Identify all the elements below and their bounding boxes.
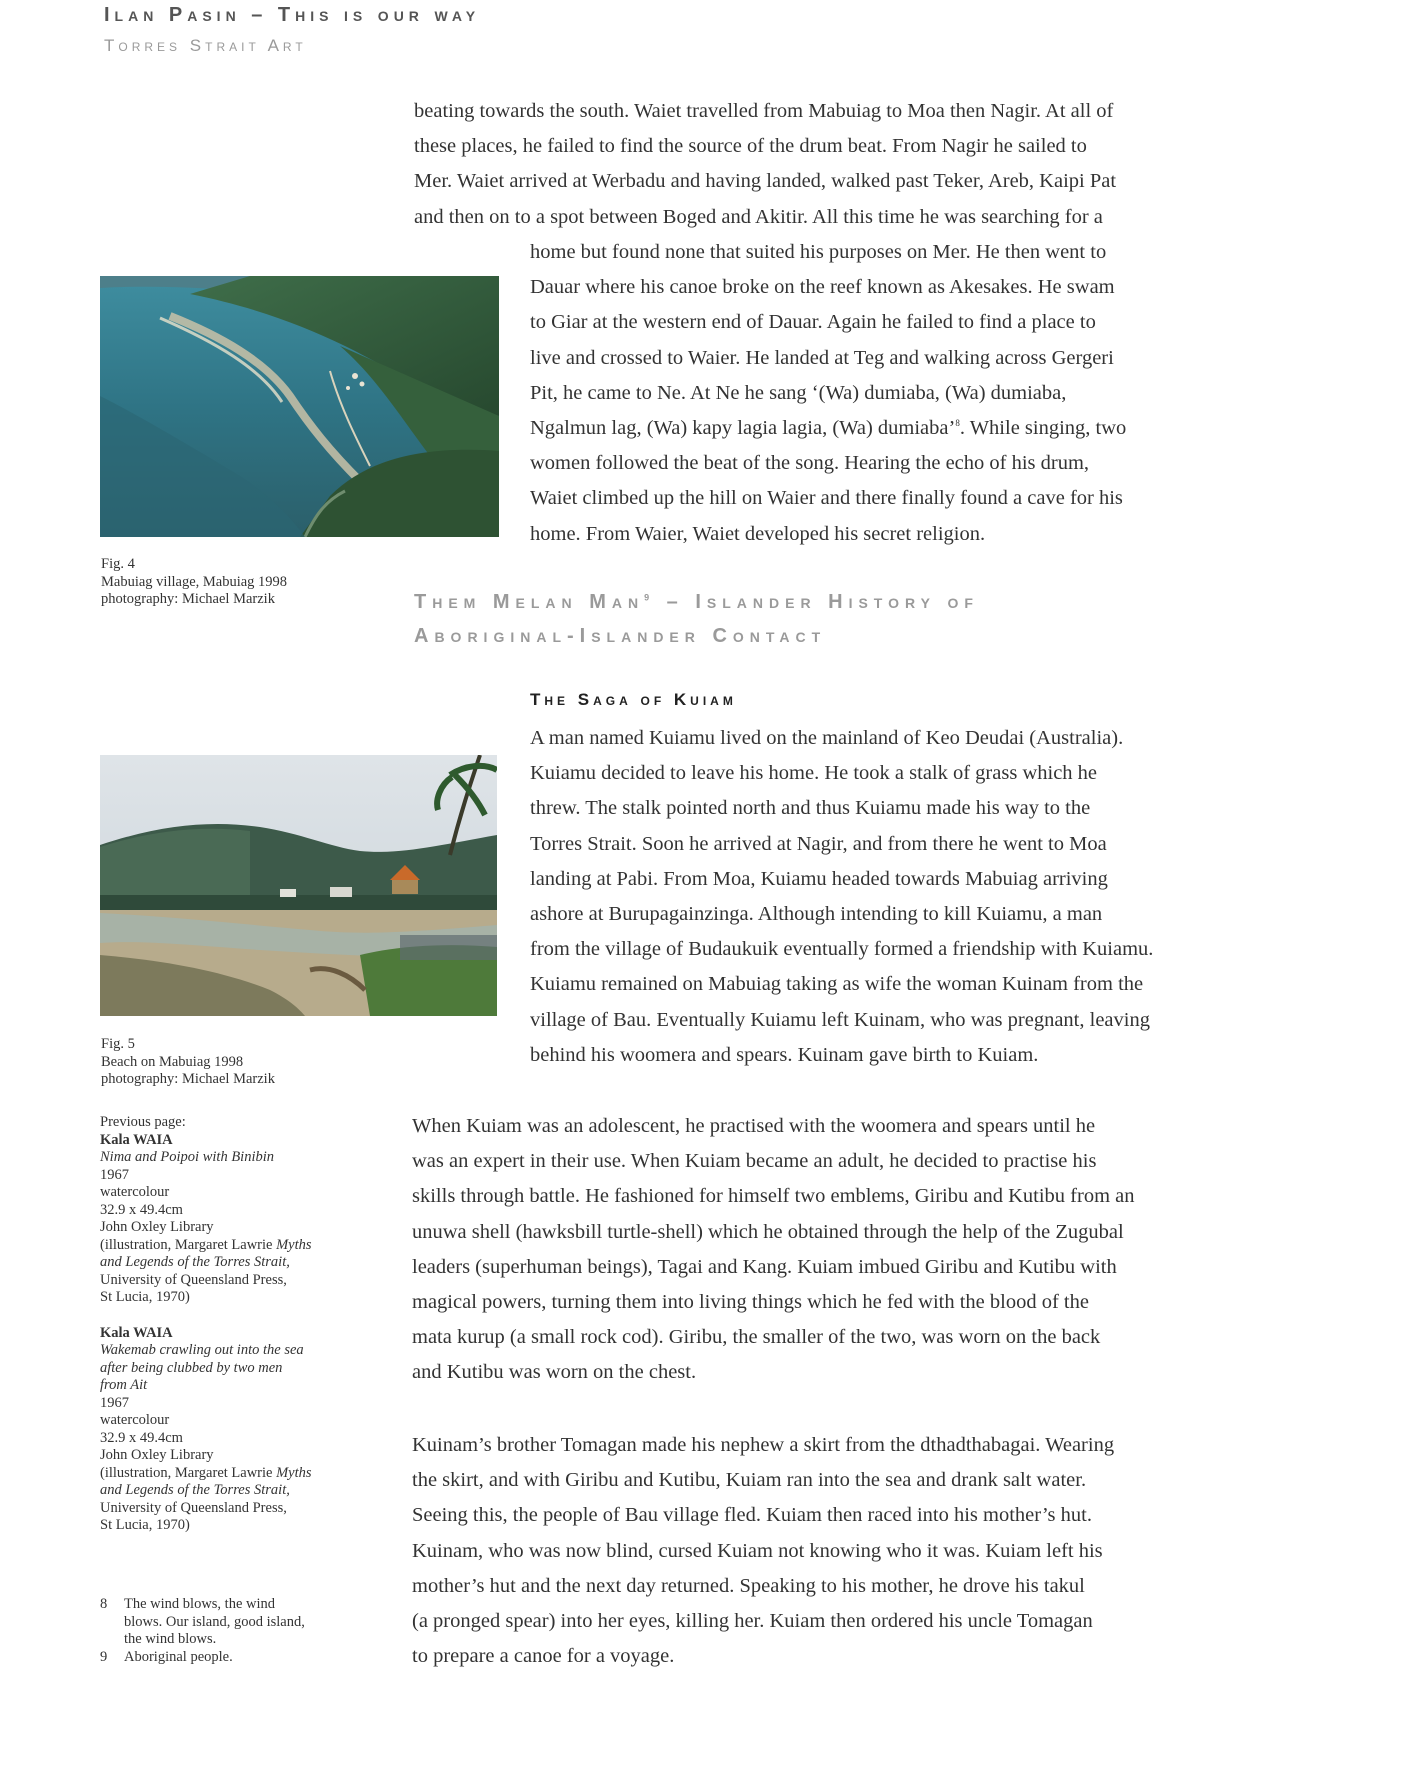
- fig5-title: Beach on Mabuiag 1998: [101, 1053, 244, 1070]
- footnote-number: 9: [100, 1648, 108, 1665]
- paragraph-tomagan: [412, 1428, 1114, 1674]
- paragraph-adolescence: [412, 1109, 1135, 1391]
- credit-collection: John Oxley Library: [100, 1447, 214, 1463]
- footnote-8: [100, 1596, 370, 1649]
- credit-year: 1967: [100, 1166, 129, 1183]
- saga-title: The Saga of Kuiam: [530, 690, 737, 709]
- text-line: (a pronged spear) into her eyes, killing her. Kuiam then ordered his uncle Tomagan: [412, 1610, 1093, 1633]
- footnote-ref-8[interactable]: 8: [955, 418, 960, 429]
- section-heading-line1: [414, 585, 1194, 619]
- running-header-title: Ilan Pasin – This is our way: [104, 4, 481, 26]
- text-line: the skirt, and with Giribu and Kutibu, Kuiam ran into the sea and drank salt water.: [412, 1469, 1087, 1492]
- text-line: to Giar at the western end of Dauar. Again he failed to find a place to: [530, 311, 1096, 334]
- text-line: women followed the beat of the song. Hearing the echo of his drum,: [530, 452, 1090, 475]
- song-text: Ngalmun lag, (Wa) kapy lagia lagia, (Wa) dumiaba’: [530, 417, 956, 440]
- credit-medium: watercolour: [100, 1184, 170, 1200]
- text-line: [530, 411, 1126, 446]
- credit-place: St Lucia, 1970): [100, 1517, 190, 1533]
- credit-artist: Kala WAIA: [100, 1131, 173, 1148]
- photo-beach-mabuiag: [100, 755, 497, 1016]
- text-line: Kuiamu decided to leave his home. He took a stalk of grass which he: [530, 762, 1098, 785]
- fig4-credit: photography: Michael Marzik: [101, 591, 275, 607]
- credit-size: 32.9 x 49.4cm: [100, 1201, 183, 1218]
- text-line: was an expert in their use. When Kuiam became an adult, he decided to practise his: [412, 1150, 1097, 1173]
- artwork-credits: [100, 1114, 360, 1535]
- section-heading-tail: – Islander History of: [655, 591, 979, 613]
- fig4-title: Mabuiag village, Mabuiag 1998: [101, 573, 288, 590]
- intro-paragraph: [414, 94, 1116, 235]
- fig5-caption: [101, 1036, 275, 1089]
- footnote-9: [100, 1649, 370, 1667]
- text-line: Dauar where his canoe broke on the reef known as Akesakes. He swam: [530, 276, 1115, 299]
- footnotes: [100, 1596, 370, 1666]
- text-line: Kuinam, who was now blind, cursed Kuiam not knowing who it was. Kuiam left his: [412, 1539, 1103, 1562]
- text-line: unuwa shell (hawksbill turtle-shell) which he obtained through the help of the Zugubal: [412, 1220, 1124, 1243]
- text-line: to prepare a canoe for a voyage.: [412, 1645, 675, 1668]
- credit-work-title: after being clubbed by two men: [100, 1359, 283, 1376]
- text-line: behind his woomera and spears. Kuinam gave birth to Kuiam.: [530, 1043, 1039, 1066]
- footnote-ref-9[interactable]: 9: [644, 592, 656, 603]
- text-line: Torres Strait. Soon he arrived at Nagir, and from there he went to Moa: [530, 832, 1107, 855]
- text-line: from the village of Budaukuik eventually formed a friendship with Kuiamu.: [530, 938, 1154, 961]
- text-line: landing at Pabi. From Moa, Kuiamu headed towards Mabuiag arriving: [530, 867, 1108, 890]
- text-line: Pit, he came to Ne. At Ne he sang ‘(Wa) dumiaba, (Wa) dumiaba,: [530, 381, 1067, 404]
- text-line: Kuiamu remained on Mabuiag taking as wife the woman Kuinam from the: [530, 973, 1144, 996]
- credit-illustration-title: Myths: [276, 1236, 312, 1253]
- text-line: home but found none that suited his purposes on Mer. He then went to: [530, 241, 1107, 263]
- waiet-paragraph: [530, 235, 1126, 552]
- credit-size: 32.9 x 49.4cm: [100, 1429, 183, 1446]
- text-line: Waiet climbed up the hill on Waier and there finally found a cave for his: [530, 487, 1123, 510]
- credit-illustration-title-cont: and Legends of the Torres Strait,: [100, 1254, 290, 1270]
- fig5-label: Fig. 5: [101, 1036, 135, 1052]
- text-line: skills through battle. He fashioned for himself two emblems, Giribu and Kutibu from an: [412, 1185, 1135, 1208]
- text-line: magical powers, turning them into living things which he fed with the blood of the: [412, 1291, 1089, 1314]
- text-line: leaders (superhuman beings), Tagai and Kang. Kuiam imbued Giribu and Kutibu with: [412, 1255, 1117, 1278]
- text-line: mata kurup (a small rock cod). Giribu, the smaller of the two, was worn on the back: [412, 1326, 1101, 1349]
- section-heading-line2: Aboriginal-Islander Contact: [414, 625, 827, 647]
- credit-work-title: Nima and Poipoi with Binibin: [100, 1149, 275, 1165]
- credit-publisher: University of Queensland Press,: [100, 1271, 287, 1288]
- fig4-caption: [101, 556, 287, 609]
- credit-place: St Lucia, 1970): [100, 1289, 190, 1305]
- credit-work-title: from Ait: [100, 1377, 148, 1393]
- section-heading: [414, 585, 1194, 653]
- credit-collection: John Oxley Library: [100, 1219, 214, 1235]
- song-tail: . While singing, two: [959, 417, 1127, 440]
- text-line: village of Bau. Eventually Kuiamu left Kuinam, who was pregnant, leaving: [530, 1008, 1150, 1031]
- text-line: beating towards the south. Waiet travelled from Mabuiag to Moa then Nagir. At all of: [414, 100, 1114, 122]
- credit-prev-label: Previous page:: [100, 1114, 186, 1130]
- text-line: and then on to a spot between Boged and Akitir. All this time he was searching for a: [414, 205, 1103, 228]
- credit-illustration-text: (illustration, Margaret Lawrie: [100, 1236, 277, 1253]
- credit-artist: Kala WAIA: [100, 1324, 173, 1341]
- section-heading-text: Them Melan Man: [414, 591, 645, 613]
- fig5-credit: photography: Michael Marzik: [101, 1071, 275, 1087]
- footnote-text: Aboriginal people.: [124, 1648, 233, 1665]
- credit-publisher: University of Queensland Press,: [100, 1499, 287, 1516]
- text-line: these places, he failed to find the source of the drum beat. From Nagir he sailed to: [414, 135, 1087, 158]
- text-line: threw. The stalk pointed north and thus Kuiamu made his way to the: [530, 797, 1091, 820]
- text-line: Kuinam’s brother Tomagan made his nephew a skirt from the dthadthabagai. Wearing: [412, 1434, 1115, 1456]
- text-line: live and crossed to Waier. He landed at Teg and walking across Gergeri: [530, 346, 1114, 369]
- running-header-subtitle: Torres Strait Art: [104, 36, 307, 55]
- fig4-label: Fig. 4: [101, 556, 135, 572]
- credit-illustration: [100, 1465, 360, 1483]
- photo-mabuiag-village: [100, 276, 499, 537]
- credit-medium: watercolour: [100, 1412, 170, 1428]
- credit-illustration-title-cont: and Legends of the Torres Strait,: [100, 1482, 290, 1498]
- text-line: ashore at Burupagainzinga. Although intending to kill Kuiamu, a man: [530, 903, 1103, 926]
- text-line: When Kuiam was an adolescent, he practised with the woomera and spears until he: [412, 1115, 1096, 1137]
- text-line: and Kutibu was worn on the chest.: [412, 1361, 697, 1384]
- text-line: Seeing this, the people of Bau village fled. Kuiam then raced into his mother’s hut.: [412, 1504, 1092, 1527]
- footnote-text: blows. Our island, good island,: [124, 1613, 305, 1630]
- credit-illustration: [100, 1237, 360, 1255]
- saga-paragraph: [530, 721, 1153, 1073]
- footnote-text: The wind blows, the wind: [124, 1596, 276, 1612]
- text-line: mother’s hut and the next day returned. Speaking to his mother, he drove his takul: [412, 1574, 1085, 1597]
- text-line: A man named Kuiamu lived on the mainland of Keo Deudai (Australia).: [530, 727, 1124, 749]
- credit-work-title: Wakemab crawling out into the sea: [100, 1342, 304, 1358]
- footnote-text: the wind blows.: [124, 1631, 217, 1647]
- credit-illustration-title: Myths: [276, 1464, 312, 1481]
- credit-illustration-text: (illustration, Margaret Lawrie: [100, 1464, 277, 1481]
- credit-year: 1967: [100, 1394, 129, 1411]
- footnote-number: 8: [100, 1596, 108, 1612]
- text-line: home. From Waier, Waiet developed his secret religion.: [530, 522, 986, 545]
- text-line: Mer. Waiet arrived at Werbadu and having landed, walked past Teker, Areb, Kaipi Pat: [414, 170, 1117, 193]
